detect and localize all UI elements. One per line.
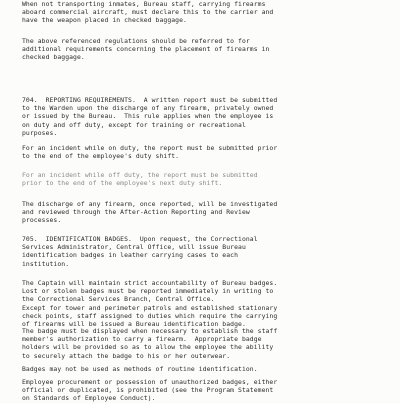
text-line: to securely attach the badge to his or her outerwear. xyxy=(22,351,231,360)
text-line: Services Administrator, Central Office, will issue Bureau xyxy=(22,243,246,252)
text-line: identification badges in leather carrying cases to each xyxy=(22,251,239,260)
text-line: 704. REPORTING REQUIREMENTS. A written report must be submitted xyxy=(22,96,278,104)
text-line: Badges may not be used as methods of routine identification. xyxy=(22,365,258,373)
paragraph-705-identification-badges xyxy=(22,235,394,268)
text-line: Lost or stolen badges must be reported immediately in writing to xyxy=(22,287,274,296)
text-line: aboard commercial aircraft, must declare this to the carrier and xyxy=(22,8,274,17)
text-line: checked baggage. xyxy=(22,53,85,62)
text-line: When not transporting inmates, Bureau staff, carrying firearms xyxy=(22,0,266,8)
text-line: of firearms will be issued a Bureau identification badge. xyxy=(22,320,246,329)
text-line: on duty and off duty, except for training or recreational xyxy=(22,120,246,129)
text-line: prior to the end of the employee's next duty shift. xyxy=(22,179,223,188)
paragraph-referenced-regulations xyxy=(22,37,394,62)
text-line: The above referenced regulations should be referred to for xyxy=(22,37,250,45)
text-line: member's authorization to carry a firearm. Appropriate badge xyxy=(22,335,262,344)
paragraph-unauthorized-badges xyxy=(22,378,394,403)
paragraph-badge-display xyxy=(22,327,394,360)
text-line: official or duplicated, is prohibited (see the Program Statement xyxy=(22,386,274,395)
text-line: The badge must be displayed when necessary to establish the staff xyxy=(22,327,278,335)
paragraph-off-duty-incident xyxy=(22,171,394,187)
paragraph-discharge-investigation xyxy=(22,200,394,225)
text-line: The Captain will maintain strict accountability of Bureau badges. xyxy=(22,279,278,287)
text-line: have the weapon placed in checked baggage. xyxy=(22,16,187,25)
paragraph-routine-identification xyxy=(22,365,394,373)
text-line: Employee procurement or possession of unauthorized badges, either xyxy=(22,378,278,386)
paragraph-704-reporting-requirements xyxy=(22,96,394,137)
text-line: the Correctional Services Branch, Central Office. xyxy=(22,295,215,304)
text-line: additional requirements concerning the placement of firearms in xyxy=(22,45,270,54)
text-line: on Standards of Employee Conduct). xyxy=(22,394,156,403)
text-line: For an incident while off duty, the report must be submitted xyxy=(22,171,258,179)
text-line: Except for tower and perimeter patrols and established stationary xyxy=(22,304,278,312)
paragraph-captain-accountability xyxy=(22,279,394,304)
text-line: or issued by the Bureau. This rule applies when the employee is xyxy=(22,112,274,121)
text-line: to the Warden upon the discharge of any firearm, privately owned xyxy=(22,104,274,113)
text-line: purposes. xyxy=(22,128,58,137)
text-line: to the end of the employee's duty shift. xyxy=(22,152,180,161)
text-line: processes. xyxy=(22,216,62,225)
paragraph-transport-firearms xyxy=(22,0,394,25)
text-line: and reviewed through the After-Action Reporting and Review xyxy=(22,208,250,217)
text-line: 705. IDENTIFICATION BADGES. Upon request, the Correctional xyxy=(22,235,258,243)
text-line: check points, staff assigned to duties which require the carrying xyxy=(22,312,278,321)
text-line: holders will be provided so as to allow the employee the ability xyxy=(22,343,274,352)
text-line: For an incident while on duty, the report must be submitted prior xyxy=(22,144,278,152)
text-line: The discharge of any firearm, once reported, will be investigated xyxy=(22,200,278,208)
text-line: institution. xyxy=(22,259,70,268)
paragraph-tower-perimeter-exception xyxy=(22,304,394,329)
paragraph-on-duty-incident xyxy=(22,144,394,160)
